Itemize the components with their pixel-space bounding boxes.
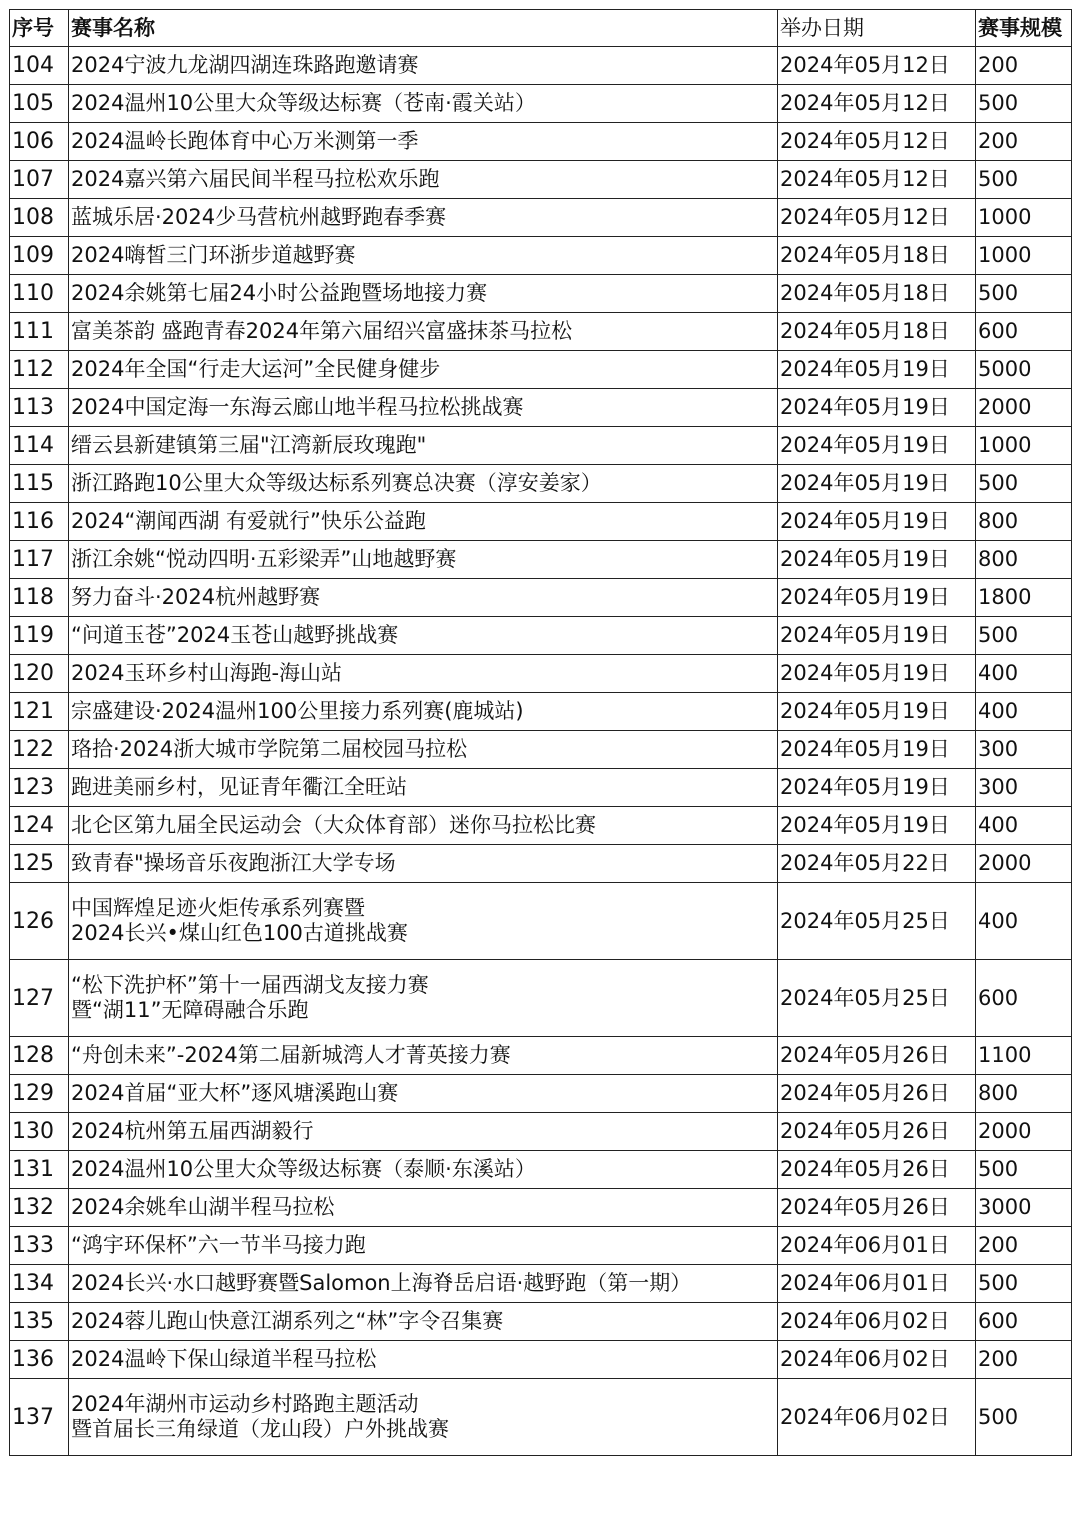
cell-no: 116	[10, 503, 69, 541]
cell-event-name: 2024温州10公里大众等级达标赛（苍南·霞关站）	[69, 85, 778, 123]
table-row	[10, 199, 1072, 237]
cell-no: 119	[10, 617, 69, 655]
cell-date: 2024年05月26日	[778, 1037, 976, 1075]
cell-no: 134	[10, 1265, 69, 1303]
cell-date: 2024年05月19日	[778, 503, 976, 541]
cell-no: 121	[10, 693, 69, 731]
table-row	[10, 617, 1072, 655]
cell-date: 2024年05月18日	[778, 237, 976, 275]
cell-no: 127	[10, 960, 69, 1037]
header-scale: 赛事规模	[976, 10, 1072, 47]
cell-event-name: 2024余姚牟山湖半程马拉松	[69, 1189, 778, 1227]
cell-date: 2024年05月18日	[778, 275, 976, 313]
event-name-line-2: 暨“湖11”无障碍融合乐跑	[71, 998, 309, 1022]
cell-date: 2024年06月01日	[778, 1265, 976, 1303]
cell-date: 2024年05月19日	[778, 351, 976, 389]
cell-date: 2024年05月26日	[778, 1189, 976, 1227]
cell-scale: 500	[976, 617, 1072, 655]
cell-date: 2024年06月02日	[778, 1341, 976, 1379]
cell-event-name: 2024宁波九龙湖四湖连珠路跑邀请赛	[69, 47, 778, 85]
cell-scale: 1000	[976, 237, 1072, 275]
table-row	[10, 1227, 1072, 1265]
table-row	[10, 731, 1072, 769]
cell-scale: 200	[976, 123, 1072, 161]
cell-scale: 300	[976, 769, 1072, 807]
event-name-line-1: 2024年湖州市运动乡村路跑主题活动	[71, 1392, 419, 1416]
cell-date: 2024年05月12日	[778, 85, 976, 123]
table-row	[10, 275, 1072, 313]
cell-event-name: 2024杭州第五届西湖毅行	[69, 1113, 778, 1151]
cell-event-name: “舟创未来”-2024第二届新城湾人才菁英接力赛	[69, 1037, 778, 1075]
cell-no: 130	[10, 1113, 69, 1151]
cell-date: 2024年05月19日	[778, 579, 976, 617]
cell-no: 126	[10, 883, 69, 960]
cell-event-name: 2024余姚第七届24小时公益跑暨场地接力赛	[69, 275, 778, 313]
header-no: 序号	[10, 10, 69, 47]
table-row	[10, 503, 1072, 541]
cell-no: 118	[10, 579, 69, 617]
cell-scale: 2000	[976, 845, 1072, 883]
cell-no: 136	[10, 1341, 69, 1379]
cell-scale: 800	[976, 541, 1072, 579]
cell-scale: 1800	[976, 579, 1072, 617]
cell-no: 131	[10, 1151, 69, 1189]
cell-event-name	[69, 1379, 778, 1456]
cell-date: 2024年05月12日	[778, 47, 976, 85]
cell-no: 117	[10, 541, 69, 579]
cell-scale: 400	[976, 655, 1072, 693]
cell-date: 2024年05月19日	[778, 465, 976, 503]
cell-no: 111	[10, 313, 69, 351]
table-row	[10, 1379, 1072, 1456]
table-row	[10, 389, 1072, 427]
cell-date: 2024年05月18日	[778, 313, 976, 351]
cell-no: 105	[10, 85, 69, 123]
table-row	[10, 579, 1072, 617]
cell-no: 129	[10, 1075, 69, 1113]
cell-no: 112	[10, 351, 69, 389]
table-row	[10, 693, 1072, 731]
cell-event-name: 珞拾·2024浙大城市学院第二届校园马拉松	[69, 731, 778, 769]
cell-scale: 500	[976, 1265, 1072, 1303]
cell-no: 132	[10, 1189, 69, 1227]
header-name: 赛事名称	[69, 10, 778, 47]
table-row	[10, 313, 1072, 351]
table-row	[10, 655, 1072, 693]
cell-scale: 200	[976, 47, 1072, 85]
cell-event-name: 2024“潮闻西湖 有爱就行”快乐公益跑	[69, 503, 778, 541]
table-row	[10, 1113, 1072, 1151]
cell-no: 133	[10, 1227, 69, 1265]
cell-date: 2024年05月19日	[778, 693, 976, 731]
cell-event-name: 2024蓉儿跑山快意江湖系列之“林”字令召集赛	[69, 1303, 778, 1341]
cell-scale: 1000	[976, 199, 1072, 237]
cell-scale: 500	[976, 1379, 1072, 1456]
cell-event-name: 北仑区第九届全民运动会（大众体育部）迷你马拉松比赛	[69, 807, 778, 845]
cell-no: 110	[10, 275, 69, 313]
table-row	[10, 123, 1072, 161]
cell-date: 2024年05月19日	[778, 427, 976, 465]
cell-scale: 400	[976, 883, 1072, 960]
table-row	[10, 845, 1072, 883]
table-row	[10, 960, 1072, 1037]
cell-no: 104	[10, 47, 69, 85]
cell-no: 122	[10, 731, 69, 769]
cell-event-name: 2024嘉兴第六届民间半程马拉松欢乐跑	[69, 161, 778, 199]
cell-event-name: 2024温岭下保山绿道半程马拉松	[69, 1341, 778, 1379]
table-row	[10, 161, 1072, 199]
table-row	[10, 1265, 1072, 1303]
table-header-row	[10, 10, 1072, 47]
cell-date: 2024年05月26日	[778, 1151, 976, 1189]
cell-date: 2024年05月19日	[778, 617, 976, 655]
table-row	[10, 1189, 1072, 1227]
table-row	[10, 807, 1072, 845]
cell-date: 2024年06月02日	[778, 1379, 976, 1456]
cell-scale: 800	[976, 503, 1072, 541]
cell-scale: 400	[976, 693, 1072, 731]
cell-date: 2024年05月12日	[778, 199, 976, 237]
cell-no: 123	[10, 769, 69, 807]
cell-scale: 400	[976, 807, 1072, 845]
cell-scale: 1000	[976, 427, 1072, 465]
table-row	[10, 883, 1072, 960]
events-table	[9, 9, 1072, 1456]
event-name-line-2: 暨首届长三角绿道（龙山段）户外挑战赛	[71, 1417, 449, 1441]
cell-scale: 500	[976, 465, 1072, 503]
cell-event-name: 2024中国定海一东海云廊山地半程马拉松挑战赛	[69, 389, 778, 427]
cell-no: 113	[10, 389, 69, 427]
cell-scale: 500	[976, 275, 1072, 313]
cell-date: 2024年05月26日	[778, 1075, 976, 1113]
cell-date: 2024年06月02日	[778, 1303, 976, 1341]
cell-scale: 200	[976, 1227, 1072, 1265]
cell-event-name: 浙江余姚“悦动四明·五彩梁弄”山地越野赛	[69, 541, 778, 579]
cell-no: 124	[10, 807, 69, 845]
cell-date: 2024年05月19日	[778, 541, 976, 579]
cell-scale: 200	[976, 1341, 1072, 1379]
cell-date: 2024年05月22日	[778, 845, 976, 883]
header-date: 举办日期	[778, 10, 976, 47]
cell-event-name: 跑进美丽乡村，见证青年衢江全旺站	[69, 769, 778, 807]
cell-event-name: 宗盛建设·2024温州100公里接力系列赛(鹿城站)	[69, 693, 778, 731]
cell-no: 115	[10, 465, 69, 503]
cell-scale: 2000	[976, 1113, 1072, 1151]
cell-event-name: “问道玉苍”2024玉苍山越野挑战赛	[69, 617, 778, 655]
cell-event-name: “鸿宇环保杯”六一节半马接力跑	[69, 1227, 778, 1265]
table-row	[10, 541, 1072, 579]
cell-no: 135	[10, 1303, 69, 1341]
cell-no: 120	[10, 655, 69, 693]
table-row	[10, 237, 1072, 275]
cell-date: 2024年05月19日	[778, 769, 976, 807]
cell-no: 128	[10, 1037, 69, 1075]
cell-date: 2024年05月25日	[778, 883, 976, 960]
table-row	[10, 1341, 1072, 1379]
cell-event-name: 2024温州10公里大众等级达标赛（泰顺·东溪站）	[69, 1151, 778, 1189]
cell-scale: 600	[976, 1303, 1072, 1341]
cell-scale: 500	[976, 1151, 1072, 1189]
cell-scale: 2000	[976, 389, 1072, 427]
cell-event-name: 2024首届“亚大杯”逐风塘溪跑山赛	[69, 1075, 778, 1113]
table-row	[10, 1151, 1072, 1189]
cell-event-name: 蓝城乐居·2024少马营杭州越野跑春季赛	[69, 199, 778, 237]
table-row	[10, 85, 1072, 123]
table-row	[10, 1075, 1072, 1113]
table-row	[10, 427, 1072, 465]
table-body	[10, 47, 1072, 1456]
cell-scale: 500	[976, 161, 1072, 199]
cell-no: 108	[10, 199, 69, 237]
table-row	[10, 769, 1072, 807]
cell-scale: 800	[976, 1075, 1072, 1113]
cell-event-name: 浙江路跑10公里大众等级达标系列赛总决赛（淳安姜家）	[69, 465, 778, 503]
cell-event-name: 2024年全国“行走大运河”全民健身健步	[69, 351, 778, 389]
cell-event-name	[69, 960, 778, 1037]
cell-event-name: 2024玉环乡村山海跑-海山站	[69, 655, 778, 693]
cell-scale: 5000	[976, 351, 1072, 389]
cell-date: 2024年05月12日	[778, 161, 976, 199]
cell-no: 137	[10, 1379, 69, 1456]
cell-date: 2024年06月01日	[778, 1227, 976, 1265]
cell-date: 2024年05月25日	[778, 960, 976, 1037]
cell-event-name: 2024嗨皙三门环浙步道越野赛	[69, 237, 778, 275]
cell-event-name: 努力奋斗·2024杭州越野赛	[69, 579, 778, 617]
events-table-wrapper	[9, 9, 1072, 1456]
table-row	[10, 1303, 1072, 1341]
cell-date: 2024年05月19日	[778, 655, 976, 693]
cell-date: 2024年05月19日	[778, 731, 976, 769]
table-row	[10, 465, 1072, 503]
cell-scale: 500	[976, 85, 1072, 123]
event-name-line-2: 2024长兴•煤山红色100古道挑战赛	[71, 921, 408, 945]
table-row	[10, 351, 1072, 389]
cell-scale: 1100	[976, 1037, 1072, 1075]
cell-event-name: 富美茶韵 盛跑青春2024年第六届绍兴富盛抹茶马拉松	[69, 313, 778, 351]
cell-scale: 600	[976, 313, 1072, 351]
event-name-line-1: “松下洗护杯”第十一届西湖戈友接力赛	[71, 973, 429, 997]
cell-date: 2024年05月19日	[778, 389, 976, 427]
table-row	[10, 47, 1072, 85]
cell-event-name: 2024温岭长跑体育中心万米测第一季	[69, 123, 778, 161]
cell-scale: 300	[976, 731, 1072, 769]
cell-no: 125	[10, 845, 69, 883]
cell-no: 114	[10, 427, 69, 465]
cell-no: 106	[10, 123, 69, 161]
event-name-line-1: 中国辉煌足迹火炬传承系列赛暨	[71, 896, 365, 920]
cell-scale: 600	[976, 960, 1072, 1037]
cell-date: 2024年05月26日	[778, 1113, 976, 1151]
table-row	[10, 1037, 1072, 1075]
cell-no: 109	[10, 237, 69, 275]
cell-event-name: 2024长兴·水口越野赛暨Salomon上海脊岳启语·越野跑（第一期）	[69, 1265, 778, 1303]
cell-no: 107	[10, 161, 69, 199]
cell-event-name	[69, 883, 778, 960]
cell-date: 2024年05月12日	[778, 123, 976, 161]
cell-event-name: 缙云县新建镇第三届"江湾新辰玫瑰跑"	[69, 427, 778, 465]
cell-scale: 3000	[976, 1189, 1072, 1227]
cell-date: 2024年05月19日	[778, 807, 976, 845]
cell-event-name: 致青春"操场音乐夜跑浙江大学专场	[69, 845, 778, 883]
